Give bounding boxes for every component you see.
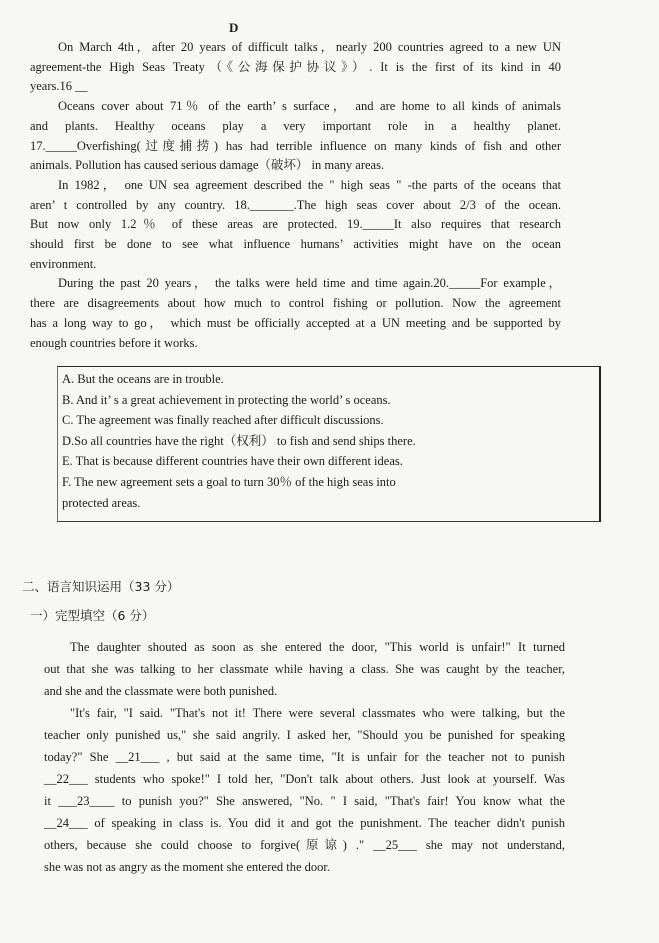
passage-line: During the past 20 years， the talks were held time and time again.20._____For example，	[58, 276, 561, 291]
paragraph-1	[30, 38, 561, 97]
option-d: D.So all countries have the right（权利） to fish and send ships there.	[62, 433, 416, 448]
passage-line: enough countries before it works.	[30, 335, 198, 350]
subsection-heading: 一）完型填空（6 分）	[30, 608, 155, 623]
option-f: F. The new agreement sets a goal to turn 30％ of the high seas into	[62, 474, 396, 489]
cloze-line: "It's fair, "I said. "That's not it! There were several classmates who were talking, but the	[70, 706, 565, 720]
option-c: C. The agreement was finally reached after difficult discussions.	[62, 413, 384, 428]
passage-line: Oceans cover about 71％ of the earth’ s surface， and are home to all kinds of animals	[58, 99, 561, 114]
passage-line: agreement-the High Seas Treaty（《公海保护协议》）. It is the first of its kind in 40	[30, 59, 561, 74]
passage-line: 17._____Overfishing(过度捕捞) has had terrible influence on many kinds of fish and other	[30, 138, 561, 153]
cloze-line: and she and the classmate were both punished.	[44, 684, 278, 698]
options-box	[57, 366, 601, 522]
option-b: B. And it’ s a great achievement in protecting the world’ s oceans.	[62, 392, 391, 407]
option-e: E. That is because different countries have their own different ideas.	[62, 454, 403, 469]
reading-passage	[30, 38, 561, 353]
cloze-line: today?" She __21___ , but said at the same time, "It is unfair for the teacher not to punish	[44, 750, 565, 764]
passage-line: has a long way to go， which must be officially accepted at a UN meeting and be supported by	[30, 315, 561, 330]
option-f-continued: protected areas.	[62, 495, 141, 510]
cloze-paragraph-2	[44, 702, 565, 878]
passage-line: years.16 __	[30, 79, 88, 94]
cloze-line: others, because she could choose to forgive(原谅) ." __25___ she may not understand,	[44, 838, 565, 852]
passage-line: aren’ t controlled by any country. 18._______.The high seas cover about 2/3 of the ocean.	[30, 197, 561, 212]
passage-line: On March 4th，after 20 years of difficult talks，nearly 200 countries agreed to a new UN	[58, 40, 561, 54]
option-a: A. But the oceans are in trouble.	[62, 372, 224, 386]
passage-line: animals. Pollution has caused serious damage（破坏） in many areas.	[30, 158, 385, 173]
passage-line: But now only 1.2％ of these areas are protected. 19._____It also requires that research	[30, 217, 561, 232]
cloze-line: teacher only punished us," she said angrily. I asked her, "Should you be punished for speaking	[44, 728, 565, 742]
cloze-line: she was not as angry as the moment she entered the door.	[44, 860, 331, 874]
cloze-line: __24___ of speaking in class is. You did it and got the punishment. The teacher didn't punish	[44, 816, 565, 830]
paragraph-4	[30, 274, 561, 353]
paragraph-2	[30, 97, 561, 176]
cloze-line: it ___23____ to punish you?" She answered, "No. " I said, "That's fair! You know what the	[44, 794, 565, 808]
cloze-line: __22___ students who spoke!" I told her, "Don't talk about others. Just look at yourself. Was	[44, 772, 565, 786]
passage-line: there are disagreements about how much to control fishing or pollution. Now the agreement	[30, 296, 561, 311]
passage-label: D	[229, 20, 239, 35]
cloze-line: The daughter shouted as soon as she entered the door, "This world is unfair!" It turned	[70, 640, 565, 654]
cloze-line: out that she was talking to her classmate while having a class. She was caught by the teacher,	[44, 662, 565, 676]
passage-line: and plants. Healthy oceans play a very important role in a healthy planet.	[30, 118, 561, 133]
section-heading: 二、语言知识运用（33 分）	[22, 579, 180, 594]
cloze-passage	[44, 636, 565, 878]
paragraph-3	[30, 176, 561, 275]
cloze-paragraph-1	[44, 636, 565, 702]
passage-line: should first be done to see what influence humans’ activities might have on the ocean	[30, 237, 561, 252]
passage-line: In 1982， one UN sea agreement described the " high seas " -the parts of the oceans that	[58, 177, 561, 192]
passage-line: environment.	[30, 256, 97, 271]
